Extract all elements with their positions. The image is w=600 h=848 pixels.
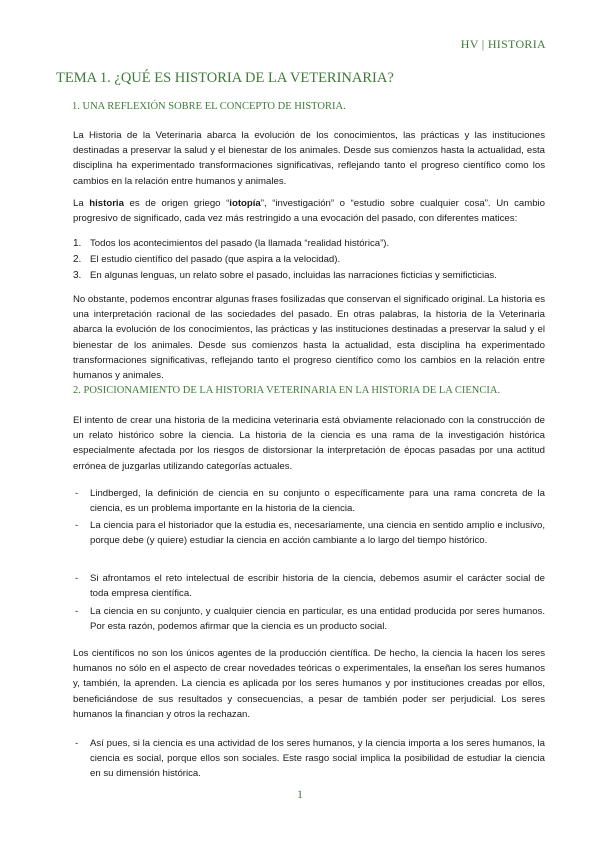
paragraph-4: El intento de crear una historia de la medicina veterinaria está obviamente relacionado con la construcción de un relato histórico sobre la ciencia. La historia de la ciencia es una rama de la investigación histórica especialmente afectada por los riesgos de distorsionar la interpretación de épocas pasadas por una actitud errónea de juzgarlas utilizando categorías actuales. bbox=[73, 415, 545, 472]
section-heading-1: 1. UNA REFLEXIÓN SOBRE EL CONCEPTO DE HISTORIA. bbox=[72, 101, 346, 112]
list1-number: 3. bbox=[73, 270, 82, 281]
list2-item: La ciencia para el historiador que la estudia es, necesariamente, una ciencia en sentido amplio e inclusivo, porque debe (y quiere) estudiar la ciencia en acción cambiante a lo largo del tiempo histórico. bbox=[90, 520, 545, 547]
paragraph-1: La Historia de la Veterinaria abarca la evolución de los conocimientos, las prácticas y las instituciones destinadas a preservar la salud y el bienestar de los animales. Desde sus comienzos hasta la actualidad, esta disciplina ha experimentado transformaciones significativas, reflejando tanto el progreso científico como los cambios en la relación entre humanos y animales. bbox=[73, 130, 545, 187]
list2-dash: - bbox=[75, 606, 79, 617]
page-title: TEMA 1. ¿QUÉ ES HISTORIA DE LA VETERINARIA? bbox=[56, 70, 394, 86]
list1-item: El estudio científico del pasado (que aspira a la velocidad). bbox=[90, 254, 341, 265]
page-number: 1 bbox=[297, 787, 303, 801]
list2-item: Si afrontamos el reto intelectual de escribir historia de la ciencia, debemos asumir el carácter social de toda empresa científica. bbox=[90, 573, 545, 600]
p2-mid: es de origen griego “ bbox=[123, 198, 230, 209]
p2-pre: La bbox=[73, 198, 90, 209]
list1-number: 1. bbox=[73, 238, 82, 249]
list1-item: Todos los acontecimientos del pasado (la llamada “realidad histórica”). bbox=[90, 238, 390, 249]
list2-item: Lindberged, la definición de ciencia en su conjunto o específicamente para una rama concreta de la ciencia, es un problema importante en la historia de la ciencia. bbox=[90, 488, 545, 515]
list1-number: 2. bbox=[73, 254, 82, 265]
list2-item: La ciencia en su conjunto, y cualquier ciencia en particular, es una entidad producida por seres humanos. Por esta razón, podemos afirmar que la ciencia es un producto social. bbox=[90, 606, 545, 633]
paragraph-5: Los científicos no son los únicos agentes de la producción científica. De hecho, la ciencia la hacen los seres humanos no sólo en el aspecto de crear novedades teóricas o experimentales, la enseñan los seres humanos y, también, la aprenden. La ciencia es aplicada por los seres humanos y por instituciones creadas por ellos, beneficiándose de sus resultados y consecuencias, a pesar de también poder ser perjudicial. Los seres humanos la financian y otros la rechazan. bbox=[73, 648, 545, 720]
list2-dash: - bbox=[75, 573, 79, 584]
p2-bold-iotopia: iotopía bbox=[229, 198, 261, 209]
list3-dash: - bbox=[75, 738, 79, 749]
paragraph-3: No obstante, podemos encontrar algunas frases fosilizadas que conservan el significado original. La historia es una interpretación racional de las sociedades del pasado. En otras palabras, la historia de la Veterinaria abarca la evolución de los conocimientos, las prácticas y las instituciones destinadas a preservar la salud y el bienestar de los animales. Desde sus comienzos hasta la actualidad, esta disciplina ha experimentado transformaciones significativas, reflejando tanto el progreso científico como los cambios en la relación entre humanos y animales. bbox=[73, 294, 545, 382]
p2-post: ”, “investigación” o “estudio sobre cualquier cosa”. Un cambio progresivo de significado, cada vez más restringido a una evocación del pasado, con diferentes matices: bbox=[73, 198, 545, 225]
section-heading-2: 2. POSICIONAMIENTO DE LA HISTORIA VETERINARIA EN LA HISTORIA DE LA CIENCIA. bbox=[73, 385, 501, 396]
running-header: HV | HISTORIA bbox=[460, 37, 546, 51]
list2-dash: - bbox=[75, 488, 79, 499]
list3-item: Así pues, si la ciencia es una actividad de los seres humanos, y la ciencia importa a los seres humanos, la ciencia es social, porque ellos son sociales. Este rasgo social implica la posibilidad de estudiar la ciencia en su dimensión histórica. bbox=[90, 738, 545, 780]
list1-item: En algunas lenguas, un relato sobre el pasado, incluidas las narraciones ficticias y semificticias. bbox=[90, 270, 497, 281]
list2-dash: - bbox=[75, 520, 79, 531]
paragraph-2 bbox=[73, 196, 545, 226]
p2-bold-historia: historia bbox=[89, 198, 124, 209]
